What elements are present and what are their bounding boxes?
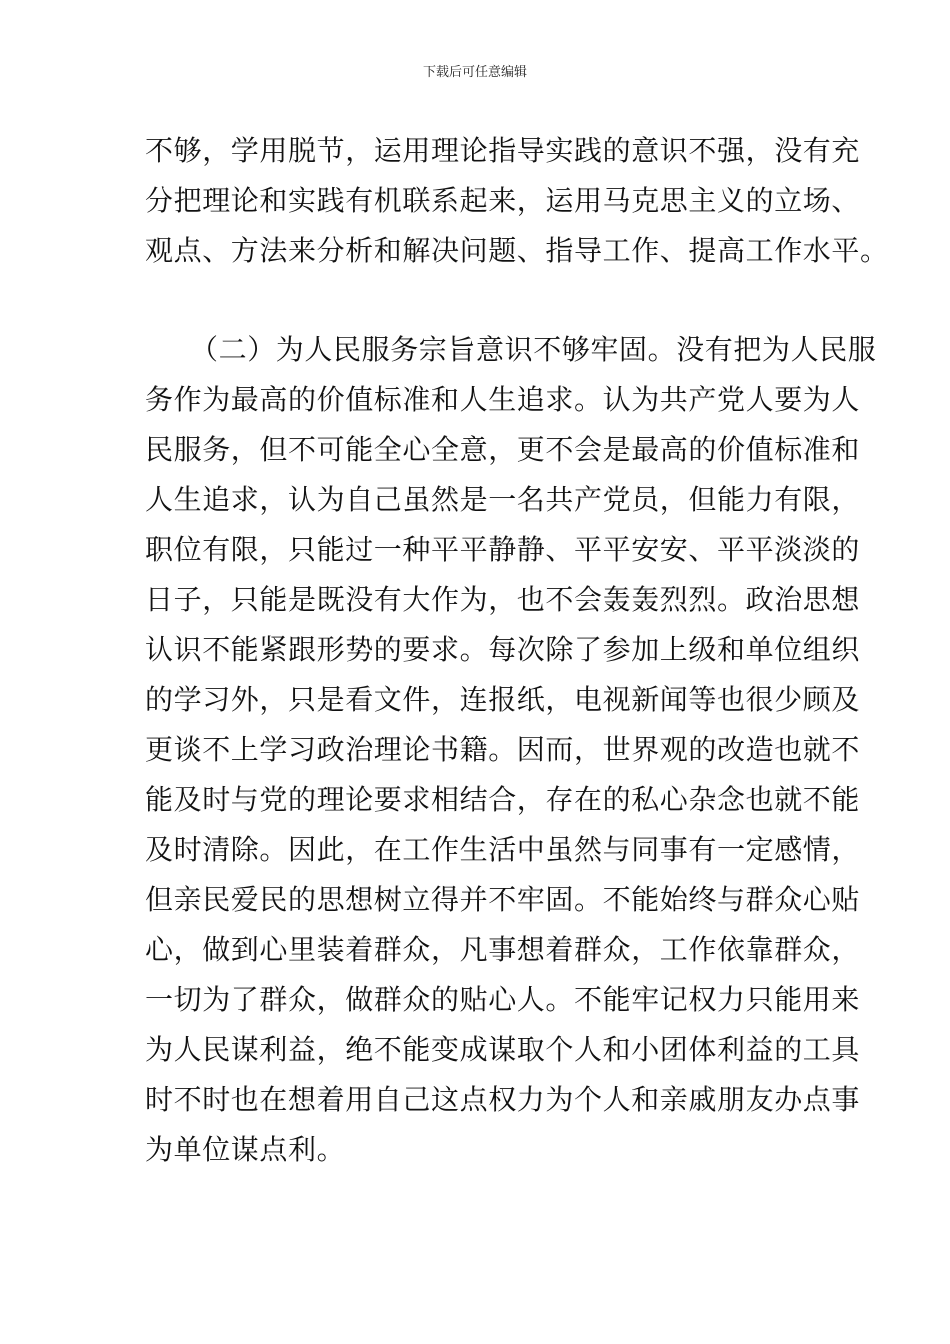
paragraph-line: 人生追求，认为自己虽然是一名共产党员，但能力有限， xyxy=(145,483,861,516)
paragraph-line: 及时清除。因此，在工作生活中虽然与同事有一定感情， xyxy=(145,833,861,866)
paragraph-line: 观点、方法来分析和解决问题、指导工作、提高工作水平。 xyxy=(145,234,889,267)
paragraph-line: 日子，只能是既没有大作为，也不会轰轰烈烈。政治思想 xyxy=(145,583,861,616)
paragraph-line: 认识不能紧跟形势的要求。每次除了参加上级和单位组织 xyxy=(145,633,861,666)
paragraph-line: 为单位谋点利。 xyxy=(145,1133,346,1166)
paragraph-line: 务作为最高的价值标准和人生追求。认为共产党人要为人 xyxy=(145,383,861,416)
paragraph-line: （二）为人民服务宗旨意识不够牢固。没有把为人民服 xyxy=(190,333,877,366)
paragraph-line: 心，做到心里装着群众，凡事想着群众，工作依靠群众， xyxy=(145,933,861,966)
paragraph-line: 分把理论和实践有机联系起来，运用马克思主义的立场、 xyxy=(145,184,861,217)
paragraph-line: 为人民谋利益，绝不能变成谋取个人和小团体利益的工具 xyxy=(145,1033,861,1066)
paragraph-line: 职位有限，只能过一种平平静静、平平安安、平平淡淡的 xyxy=(145,533,861,566)
paragraph-line: 一切为了群众，做群众的贴心人。不能牢记权力只能用来 xyxy=(145,983,861,1016)
paragraph-line: 但亲民爱民的思想树立得并不牢固。不能始终与群众心贴 xyxy=(145,883,861,916)
paragraph-line: 更谈不上学习政治理论书籍。因而，世界观的改造也就不 xyxy=(145,733,861,766)
page-header: 下载后可任意编辑 xyxy=(422,65,527,80)
paragraph-line: 的学习外，只是看文件，连报纸，电视新闻等也很少顾及 xyxy=(145,683,861,716)
paragraph-line: 能及时与党的理论要求相结合，存在的私心杂念也就不能 xyxy=(145,783,861,816)
paragraph-line: 时不时也在想着用自己这点权力为个人和亲戚朋友办点事 xyxy=(145,1083,861,1116)
paragraph-line: 民服务，但不可能全心全意，更不会是最高的价值标准和 xyxy=(145,433,861,466)
paragraph-line: 不够，学用脱节，运用理论指导实践的意识不强，没有充 xyxy=(145,134,861,167)
